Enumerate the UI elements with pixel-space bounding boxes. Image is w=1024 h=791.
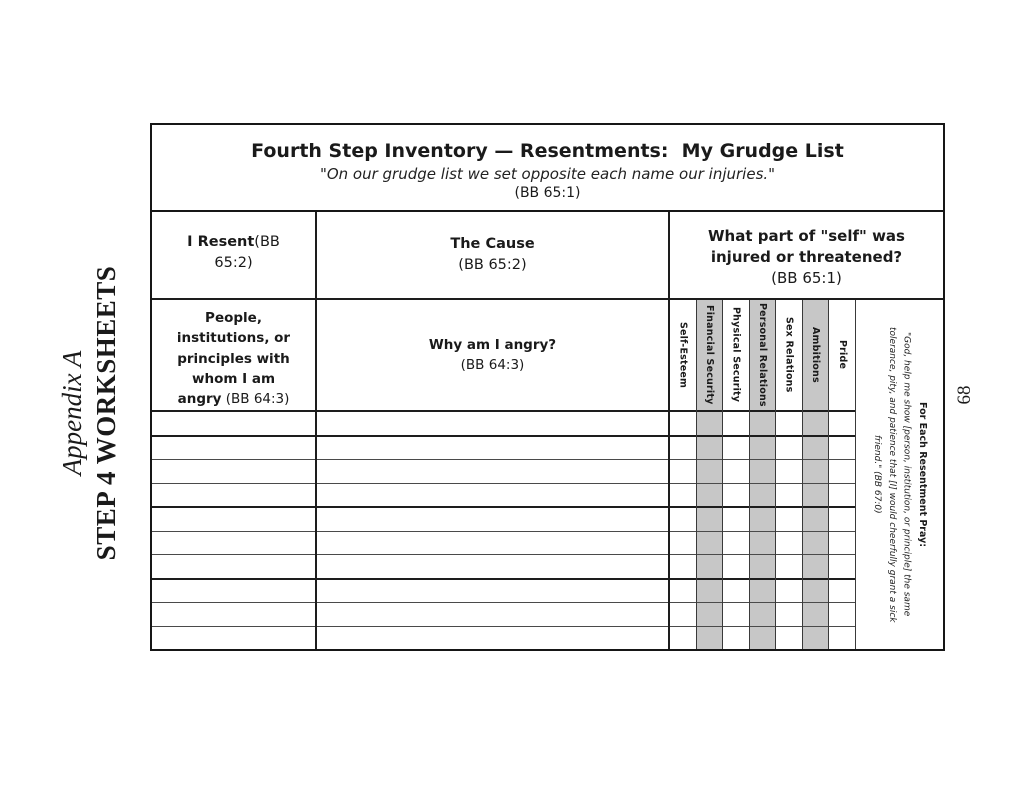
the-cause-blank-cell [317,508,668,532]
why-angry-subheader [317,300,668,412]
prayer-label: For Each Resentment Pray: [916,401,928,548]
personal-relations-checkbox-cell [750,484,776,509]
pride-checkbox-cell [829,412,855,437]
ambitions-label-text: Ambitions [810,327,822,383]
pride-checkbox-cell [829,603,855,627]
financial-security-checkbox-rows [697,412,723,649]
step-4-worksheets-label: STEP 4 WORKSHEETS [90,265,121,561]
physical-security-checkbox-cell [723,627,749,650]
the-cause-blank-cell [317,555,668,580]
personal-relations-label-text: Personal Relations [757,303,769,407]
self-column-label [803,300,829,412]
sex-relations-checkbox-cell [776,508,802,532]
the-cause-blank-cell [317,580,668,604]
the-cause-blank-cell [317,484,668,509]
people-subheader-ref: (BB 64:3) [225,391,290,407]
self-column-label [697,300,723,412]
self-column-financial-security [697,300,724,649]
prayer-quote: "God, help me show [person, institution, or principle] the same tolerance, pity, and patience that [I] would cheerfully grant a sick friend." (BB 67:0) [872,326,912,623]
financial-security-checkbox-cell [697,555,723,580]
i-resent-blank-cell [152,555,315,580]
personal-relations-checkbox-cell [750,627,776,650]
i-resent-header [152,212,315,300]
self-column-sex-relations [776,300,803,649]
physical-security-checkbox-cell [723,460,749,484]
self-esteem-checkbox-cell [670,580,696,604]
financial-security-checkbox-cell [697,603,723,627]
pride-checkbox-rows [829,412,855,649]
self-column-self-esteem [670,300,697,649]
i-resent-blank-cell [152,508,315,532]
financial-security-checkbox-cell [697,580,723,604]
column-i-resent [152,212,317,649]
sex-relations-checkbox-cell [776,484,802,509]
sex-relations-checkbox-cell [776,532,802,556]
personal-relations-checkbox-cell [750,555,776,580]
the-cause-blank-cell [317,603,668,627]
financial-security-checkbox-cell [697,484,723,509]
pride-checkbox-cell [829,484,855,509]
sex-relations-label-text: Sex Relations [783,317,795,393]
i-resent-blank-cell [152,627,315,650]
ambitions-checkbox-cell [803,532,829,556]
pride-checkbox-cell [829,555,855,580]
sex-relations-checkbox-cell [776,603,802,627]
ambitions-checkbox-cell [803,603,829,627]
self-esteem-checkbox-cell [670,508,696,532]
physical-security-checkbox-cell [723,603,749,627]
i-resent-header-ref: (BB 65:2) [214,234,280,272]
pride-checkbox-cell [829,508,855,532]
financial-security-checkbox-cell [697,508,723,532]
self-header [670,212,943,300]
the-cause-blank-cell [317,460,668,484]
self-column-label [750,300,776,412]
self-header-ref: (BB 65:1) [771,269,842,287]
ambitions-checkbox-cell [803,412,829,437]
self-category-grid [670,300,943,649]
financial-security-checkbox-cell [697,627,723,650]
financial-security-label-text: Financial Security [703,305,715,405]
grudge-list-table [150,123,945,651]
the-cause-header [317,212,668,300]
ambitions-checkbox-cell [803,627,829,650]
i-resent-blank-cell [152,580,315,604]
pride-checkbox-cell [829,532,855,556]
physical-security-checkbox-cell [723,484,749,509]
personal-relations-checkbox-cell [750,603,776,627]
financial-security-checkbox-cell [697,412,723,437]
physical-security-checkbox-cell [723,580,749,604]
self-column-label [776,300,802,412]
personal-relations-checkbox-cell [750,460,776,484]
sex-relations-checkbox-cell [776,555,802,580]
why-angry-subheader-bold: Why am I angry? [428,336,557,353]
people-subheader-bold: People, institutions, or principles with whom I am angry [176,310,291,407]
financial-security-checkbox-cell [697,460,723,484]
self-column-ambitions [803,300,830,649]
pride-checkbox-cell [829,627,855,650]
financial-security-checkbox-cell [697,437,723,461]
sex-relations-checkbox-cell [776,460,802,484]
column-self-parts [670,212,943,649]
side-header-rotated [56,262,150,564]
self-column-label [670,300,696,412]
table-title-bb-ref: (BB 65:1) [514,185,581,201]
i-resent-blank-cell [152,460,315,484]
the-cause-header-bold: The Cause [450,235,535,252]
pride-checkbox-cell [829,437,855,461]
self-column-pride [829,300,856,649]
the-cause-blank-cell [317,437,668,461]
sex-relations-checkbox-rows [776,412,802,649]
the-cause-entry-rows [317,412,668,649]
i-resent-blank-cell [152,412,315,437]
physical-security-checkbox-cell [723,508,749,532]
financial-security-checkbox-cell [697,532,723,556]
ambitions-checkbox-cell [803,460,829,484]
physical-security-checkbox-cell [723,437,749,461]
personal-relations-checkbox-rows [750,412,776,649]
pride-checkbox-cell [829,580,855,604]
self-column-label [723,300,749,412]
table-main [152,212,943,649]
the-cause-blank-cell [317,412,668,437]
people-subheader [152,300,315,412]
self-esteem-checkbox-cell [670,460,696,484]
self-header-bold: What part of "self" was injured or threatened? [708,227,905,266]
personal-relations-checkbox-cell [750,532,776,556]
the-cause-blank-cell [317,627,668,650]
appendix-a-label: Appendix A [57,350,87,476]
self-esteem-checkbox-cell [670,532,696,556]
i-resent-header-bold: I Resent [187,234,255,250]
ambitions-checkbox-cell [803,508,829,532]
ambitions-checkbox-cell [803,555,829,580]
self-column-physical-security [723,300,750,649]
ambitions-checkbox-cell [803,437,829,461]
table-title: Fourth Step Inventory — Resentments: My Grudge List [251,140,844,162]
self-column-personal-relations [750,300,777,649]
side-header [56,262,150,564]
page-number-area [948,380,978,414]
self-esteem-checkbox-cell [670,412,696,437]
i-resent-blank-cell [152,532,315,556]
ambitions-checkbox-cell [803,580,829,604]
self-esteem-checkbox-cell [670,603,696,627]
pride-label-text: Pride [836,340,848,370]
i-resent-blank-cell [152,437,315,461]
personal-relations-checkbox-cell [750,437,776,461]
personal-relations-checkbox-cell [750,412,776,437]
ambitions-checkbox-rows [803,412,829,649]
self-esteem-checkbox-cell [670,484,696,509]
self-esteem-checkbox-rows [670,412,696,649]
physical-security-checkbox-cell [723,532,749,556]
table-subtitle-quote: "On our grudge list we set opposite each name our injuries." [319,165,776,183]
pride-checkbox-cell [829,460,855,484]
sex-relations-checkbox-cell [776,580,802,604]
personal-relations-checkbox-cell [750,508,776,532]
self-esteem-label-text: Self-Esteem [677,321,689,389]
column-the-cause [317,212,670,649]
table-title-block [152,125,943,212]
resentment-prayer-rotated [869,315,930,635]
i-resent-blank-cell [152,484,315,509]
page-number: 68 [954,385,975,405]
physical-security-checkbox-cell [723,555,749,580]
sex-relations-checkbox-cell [776,412,802,437]
the-cause-blank-cell [317,532,668,556]
personal-relations-checkbox-cell [750,580,776,604]
ambitions-checkbox-cell [803,484,829,509]
self-esteem-checkbox-cell [670,437,696,461]
physical-security-checkbox-cell [723,412,749,437]
self-esteem-checkbox-cell [670,627,696,650]
sex-relations-checkbox-cell [776,437,802,461]
self-esteem-checkbox-cell [670,555,696,580]
i-resent-entry-rows [152,412,315,649]
sex-relations-checkbox-cell [776,627,802,650]
resentment-prayer-cell [856,300,943,649]
self-column-label [829,300,855,412]
physical-security-label-text: Physical Security [730,307,742,403]
why-angry-subheader-ref: (BB 64:3) [460,357,525,373]
i-resent-blank-cell [152,603,315,627]
physical-security-checkbox-rows [723,412,749,649]
the-cause-header-ref: (BB 65:2) [458,257,527,273]
